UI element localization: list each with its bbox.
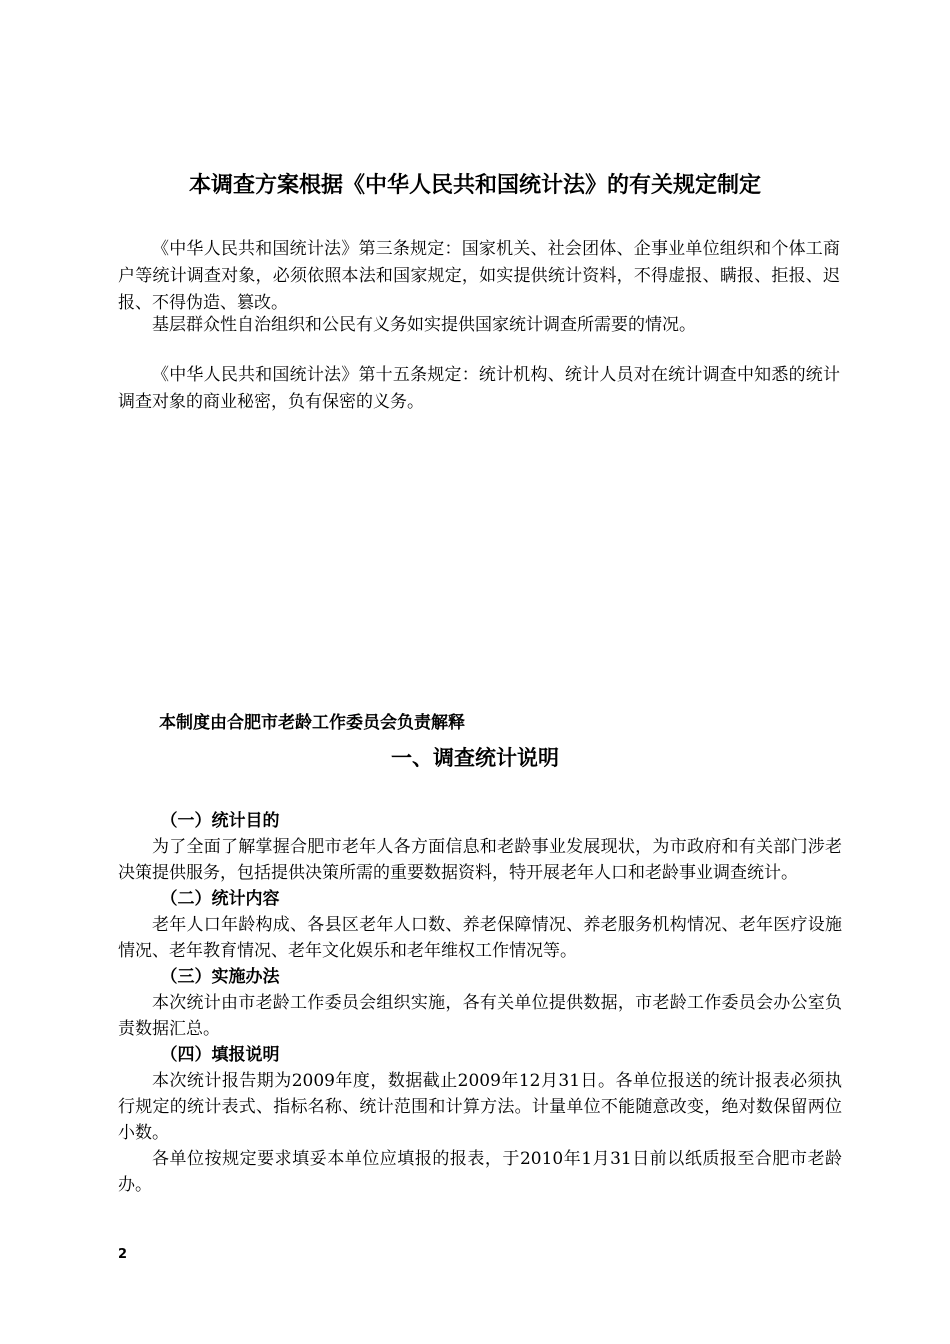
subsection-heading-purpose: （一）统计目的	[160, 811, 280, 831]
interpretation-note: 本制度由合肥市老龄工作委员会负责解释	[159, 713, 465, 733]
subsection-heading-method: （三）实施办法	[160, 967, 280, 987]
subsection-heading-instructions: （四）填报说明	[160, 1045, 280, 1065]
subsection-heading-content: （二）统计内容	[160, 889, 280, 909]
section-title: 一、调查统计说明	[391, 746, 559, 770]
law-article-3-supplement: 基层群众性自治组织和公民有义务如实提供国家统计调查所需要的情况。	[152, 315, 696, 335]
subsection-text-purpose: 为了全面了解掌握合肥市老年人各方面信息和老龄事业发展现状，为市政府和有关部门涉老决策提供服务，包括提供决策所需的重要数据资料，特开展老年人口和老龄事业调查统计。	[118, 837, 842, 883]
subsection-text-instructions-1: 本次统计报告期为2009年度，数据截止2009年12月31日。各单位报送的统计报表必须执行规定的统计表式、指标名称、统计范围和计算方法。计量单位不能随意改变，绝对数保留两位小数。	[118, 1071, 842, 1143]
law-article-3: 《中华人民共和国统计法》第三条规定：国家机关、社会团体、企事业单位组织和个体工商户等统计调查对象，必须依照本法和国家规定，如实提供统计资料，不得虚报、瞒报、拒报、迟报、不得伪造、篡改。	[118, 239, 840, 313]
section-body	[118, 808, 842, 1198]
subsection-text-method: 本次统计由市老龄工作委员会组织实施，各有关单位提供数据，市老龄工作委员会办公室负责数据汇总。	[118, 993, 842, 1039]
subsection-text-instructions-2: 各单位按规定要求填妥本单位应填报的报表，于2010年1月31日前以纸质报至合肥市老龄办。	[118, 1149, 842, 1195]
law-article-15: 《中华人民共和国统计法》第十五条规定：统计机构、统计人员对在统计调查中知悉的统计调查对象的商业秘密，负有保密的义务。	[118, 365, 840, 412]
document-title: 本调查方案根据《中华人民共和国统计法》的有关规定制定	[188, 173, 761, 198]
subsection-text-content: 老年人口年龄构成、各县区老年人口数、养老保障情况、养老服务机构情况、老年医疗设施情况、老年教育情况、老年文化娱乐和老年维权工作情况等。	[118, 915, 842, 961]
page-number: 2	[118, 1247, 128, 1262]
